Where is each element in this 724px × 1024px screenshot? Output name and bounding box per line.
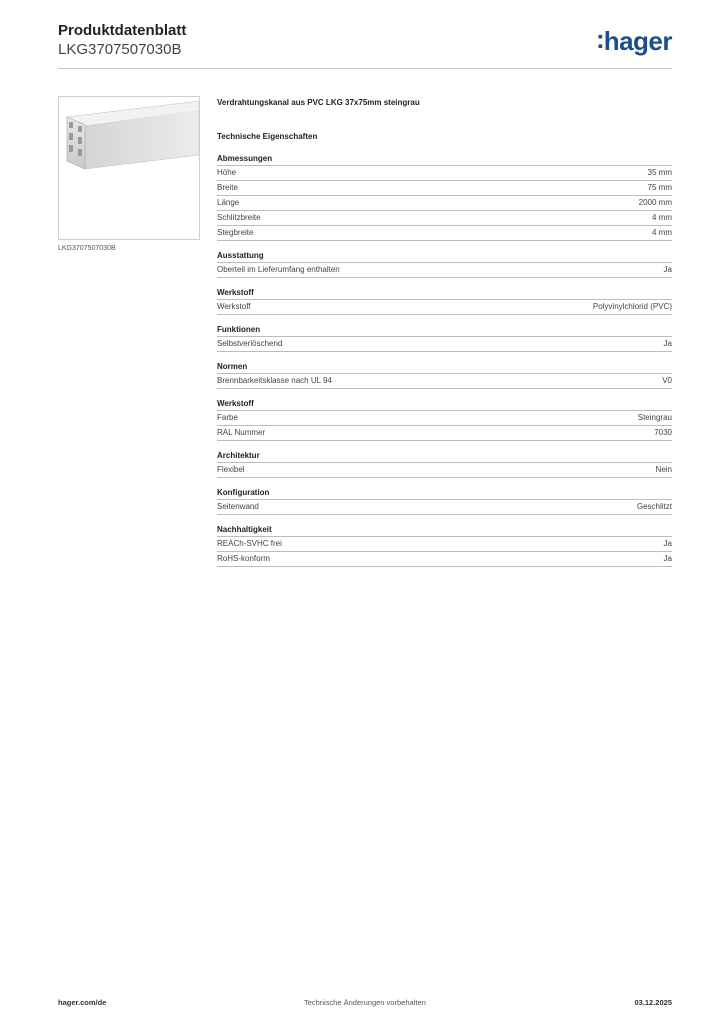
footer-date: 03.12.2025: [634, 998, 672, 1007]
spec-row: [217, 166, 672, 181]
document-title: Produktdatenblatt: [58, 22, 187, 39]
spec-label: Farbe: [217, 413, 238, 422]
article-number: LKG3707507030B: [58, 41, 182, 58]
spec-value: 2000 mm: [638, 198, 672, 207]
spec-label: Oberteil im Lieferumfang enthalten: [217, 265, 340, 274]
group-dimensions: [217, 153, 672, 241]
spec-value: Ja: [663, 554, 672, 563]
spec-value: Steingrau: [637, 413, 672, 422]
group-title: Konfiguration: [217, 487, 672, 500]
spec-value: Geschlitzt: [636, 502, 672, 511]
hager-logo: :hager: [596, 24, 672, 56]
header-divider: [58, 68, 672, 69]
spec-row: [217, 500, 672, 515]
spec-label: RoHS-konform: [217, 554, 270, 563]
group-functions: [217, 324, 672, 352]
group-title: Werkstoff: [217, 287, 672, 300]
spec-value: 4 mm: [652, 213, 672, 222]
spec-value: 35 mm: [647, 168, 672, 177]
spec-label: Stegbreite: [217, 228, 254, 237]
spec-value: Nein: [655, 465, 672, 474]
spec-label: Schlitzbreite: [217, 213, 261, 222]
spec-row: [217, 300, 672, 315]
spec-row: [217, 411, 672, 426]
group-configuration: [217, 487, 672, 515]
spec-row: [217, 426, 672, 441]
group-title: Nachhaltigkeit: [217, 524, 672, 537]
spec-row: [217, 181, 672, 196]
footer-note: Technische Änderungen vorbehalten: [304, 998, 426, 1007]
spec-label: Brennbarkeitsklasse nach UL 94: [217, 376, 332, 385]
spec-label: Länge: [217, 198, 240, 207]
spec-row: [217, 263, 672, 278]
spec-label: Flexibel: [217, 465, 245, 474]
group-title: Funktionen: [217, 324, 672, 337]
spec-row: [217, 374, 672, 389]
spec-row: [217, 211, 672, 226]
group-material-color: [217, 398, 672, 441]
spec-row: [217, 337, 672, 352]
group-material: [217, 287, 672, 315]
spec-row: [217, 196, 672, 211]
spec-value: 4 mm: [652, 228, 672, 237]
spec-row: [217, 552, 672, 567]
spec-row: [217, 463, 672, 478]
spec-value: Ja: [663, 539, 672, 548]
spec-value: Ja: [663, 265, 672, 274]
group-architecture: [217, 450, 672, 478]
technical-properties-title: Technische Eigenschaften: [217, 132, 318, 141]
group-title: Normen: [217, 361, 672, 374]
footer-website-link[interactable]: hager.com/de: [58, 998, 107, 1007]
product-content: [217, 96, 672, 567]
spec-value: V0: [662, 376, 672, 385]
spec-label: Breite: [217, 183, 238, 192]
spec-label: Selbstverlöschend: [217, 339, 283, 348]
group-title: Werkstoff: [217, 398, 672, 411]
cable-duct-illustration: [59, 97, 199, 239]
spec-value: 7030: [654, 428, 672, 437]
spec-value: 75 mm: [647, 183, 672, 192]
page-header: [58, 22, 672, 70]
image-caption: LKG3707507030B: [58, 245, 116, 252]
spec-row: [217, 537, 672, 552]
product-name: Verdrahtungskanal aus PVC LKG 37x75mm steingrau: [217, 98, 420, 107]
spec-label: REACh-SVHC frei: [217, 539, 282, 548]
spec-label: Seitenwand: [217, 502, 259, 511]
group-title: Abmessungen: [217, 153, 672, 166]
spec-label: RAL Nummer: [217, 428, 266, 437]
spec-value: Polyvinylchlorid (PVC): [592, 302, 672, 311]
spec-label: Höhe: [217, 168, 237, 177]
spec-label: Werkstoff: [217, 302, 251, 311]
group-equipment: [217, 250, 672, 278]
group-title: Ausstattung: [217, 250, 672, 263]
group-title: Architektur: [217, 450, 672, 463]
group-sustainability: [217, 524, 672, 567]
spec-row: [217, 226, 672, 241]
spec-value: Ja: [663, 339, 672, 348]
product-image: [58, 96, 200, 240]
group-standards: [217, 361, 672, 389]
